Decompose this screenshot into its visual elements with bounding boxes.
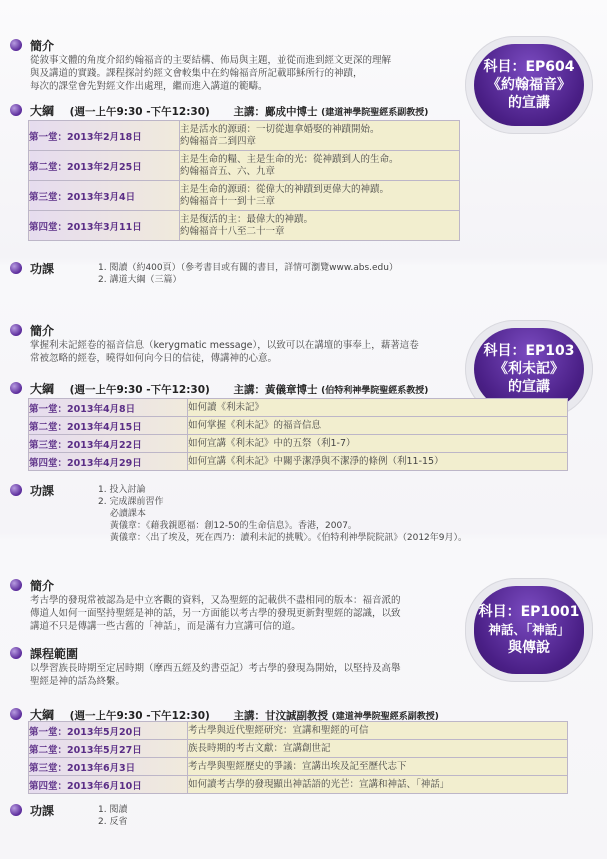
table-row: 第一堂：2013年4月8日 如何讀《利未記》	[29, 399, 568, 417]
course-code: 科目：EP604	[483, 59, 575, 75]
table-row: 第四堂：2013年3月11日 主是復活的主：最偉大的神蹟。 約翰福音十八至二十一章	[29, 211, 460, 241]
table-row: 第四堂：2013年6月10日 如何讀考古學的發現顯出神話語的光芒：宣講和神話、「神話」	[29, 776, 568, 794]
outline-header: 大綱 (週一上午9:30 -下午12:30) 主講：甘汶誠副教授 (建道神學院聖經系副教授)	[30, 708, 439, 722]
course-title: 神話、「神話」	[488, 622, 570, 637]
intro-text: 考古學的發現常被認為是中立客觀的資料，又為聖經的記載供不盡相同的版本：福音派的 傳道人如何一面堅持聖經是神的話，另一方面能以考古學的發現更新對聖經的認識，以致 講道不只是傳講一些古舊的「神話」，而是滿有力宣講可信的道。	[30, 595, 401, 632]
table-row: 第四堂：2013年4月29日 如何宣講《利未記》中關乎潔淨與不潔淨的條例（利11-15）	[29, 453, 568, 471]
table-row: 第二堂：2013年4月15日 如何掌握《利未記》的福音信息	[29, 417, 568, 435]
homework-heading: 功課	[30, 484, 55, 498]
section-bullet-icon	[10, 579, 22, 591]
homework-heading: 功課	[30, 262, 55, 276]
course-ep604	[0, 0, 607, 290]
scope-heading: 課程範圍	[30, 647, 79, 661]
table-row: 第二堂：2013年5月27日 族長時期的考古文獻：宣講創世記	[29, 740, 568, 758]
section-bullet-icon	[10, 804, 22, 816]
section-bullet-icon	[10, 647, 22, 659]
intro-heading: 簡介	[30, 324, 55, 338]
course-title-2: 的宣講	[508, 379, 550, 395]
course-badge	[465, 578, 593, 682]
course-title-2: 的宣講	[508, 95, 550, 111]
scope-text: 以學習族長時期至定居時期（摩西五經及約書亞記）考古學的發現為開始，以堅持及高舉 聖經是神的話為終繫。	[30, 663, 401, 687]
intro-text: 掌握利未記經卷的福音信息（kerygmatic message），以致可以在講壇的事奉上，藉著這卷 常被忽略的經卷，曉得如何向今日的信徒，傳講神的心意。	[30, 340, 419, 364]
table-row: 第一堂：2013年5月20日 考古學與近代聖經研究：宣講和聖經的可信	[29, 722, 568, 740]
homework-heading: 功課	[30, 804, 55, 818]
intro-heading: 簡介	[30, 579, 55, 593]
table-row: 第二堂：2013年2月25日 主是生命的糧、主是生命的光：從神蹟到人的生命。 約翰福音五、六、九章	[29, 151, 460, 181]
table-row: 第三堂：2013年4月22日 如何宣講《利未記》中的五祭（利1-7）	[29, 435, 568, 453]
session-table	[28, 721, 568, 794]
session-table	[28, 398, 568, 471]
section-bullet-icon	[10, 708, 22, 720]
homework-list: 1. 投入討論 2. 完成課前習作 必讀課本 黃儀章：《藉我親愿福：創12-50的生命信息》。香港，2007。 黃儀章：〈出了埃及，死在西乃：讀利未記的挑戰〉。《伯特利神學院院訊》（2012年9月）。	[98, 485, 467, 543]
section-bullet-icon	[10, 382, 22, 394]
session-table	[28, 120, 460, 241]
table-row: 第三堂：2013年6月3日 考古學與聖經歷史的爭議：宣講出埃及記至歷代志下	[29, 758, 568, 776]
section-bullet-icon	[10, 324, 22, 336]
course-code: 科目：EP103	[483, 343, 575, 359]
section-bullet-icon	[10, 484, 22, 496]
outline-header: 大綱 (週一上午9:30 -下午12:30) 主講：黃儀章博士 (伯特利神學院聖經系教授)	[30, 382, 429, 396]
course-code: 科目：EP1001	[478, 604, 580, 620]
homework-list: 1. 閱讀（約400頁）（參考書目或有關的書目，詳情可瀏覽www.abs.edu） 2. 講道大綱（三篇）	[98, 263, 398, 285]
course-title: 《約翰福音》	[487, 77, 571, 93]
table-row: 第三堂：2013年3月4日 主是生命的源頭：從偉大的神蹟到更偉大的神蹟。 約翰福音十一到十三章	[29, 181, 460, 211]
section-bullet-icon	[10, 39, 22, 51]
course-title-2: 與傳說	[508, 640, 550, 656]
outline-header: 大綱 (週一上午9:30 -下午12:30) 主講：鄺成中博士 (建道神學院聖經系副教授)	[30, 104, 429, 118]
course-badge	[465, 36, 593, 134]
section-bullet-icon	[10, 262, 22, 274]
course-title: 《利未記》	[494, 361, 564, 377]
intro-heading: 簡介	[30, 39, 55, 53]
homework-list: 1. 閱讀 2. 反省	[98, 805, 128, 827]
section-bullet-icon	[10, 104, 22, 116]
table-row: 第一堂：2013年2月18日 主是活水的源頭：一切從迦拿婚娶的神蹟開始。 約翰福音二到四章	[29, 121, 460, 151]
intro-text: 從敘事文體的角度介紹約翰福音的主要結構、佈局與主題，並從而進到經文更深的理解 與及講道的實踐。課程探討約經文會較集中在約翰福音所記載耶穌所行的神蹟， 每次的課堂會先對經文作出處理，繼而進入講道的範疇。	[30, 55, 392, 92]
